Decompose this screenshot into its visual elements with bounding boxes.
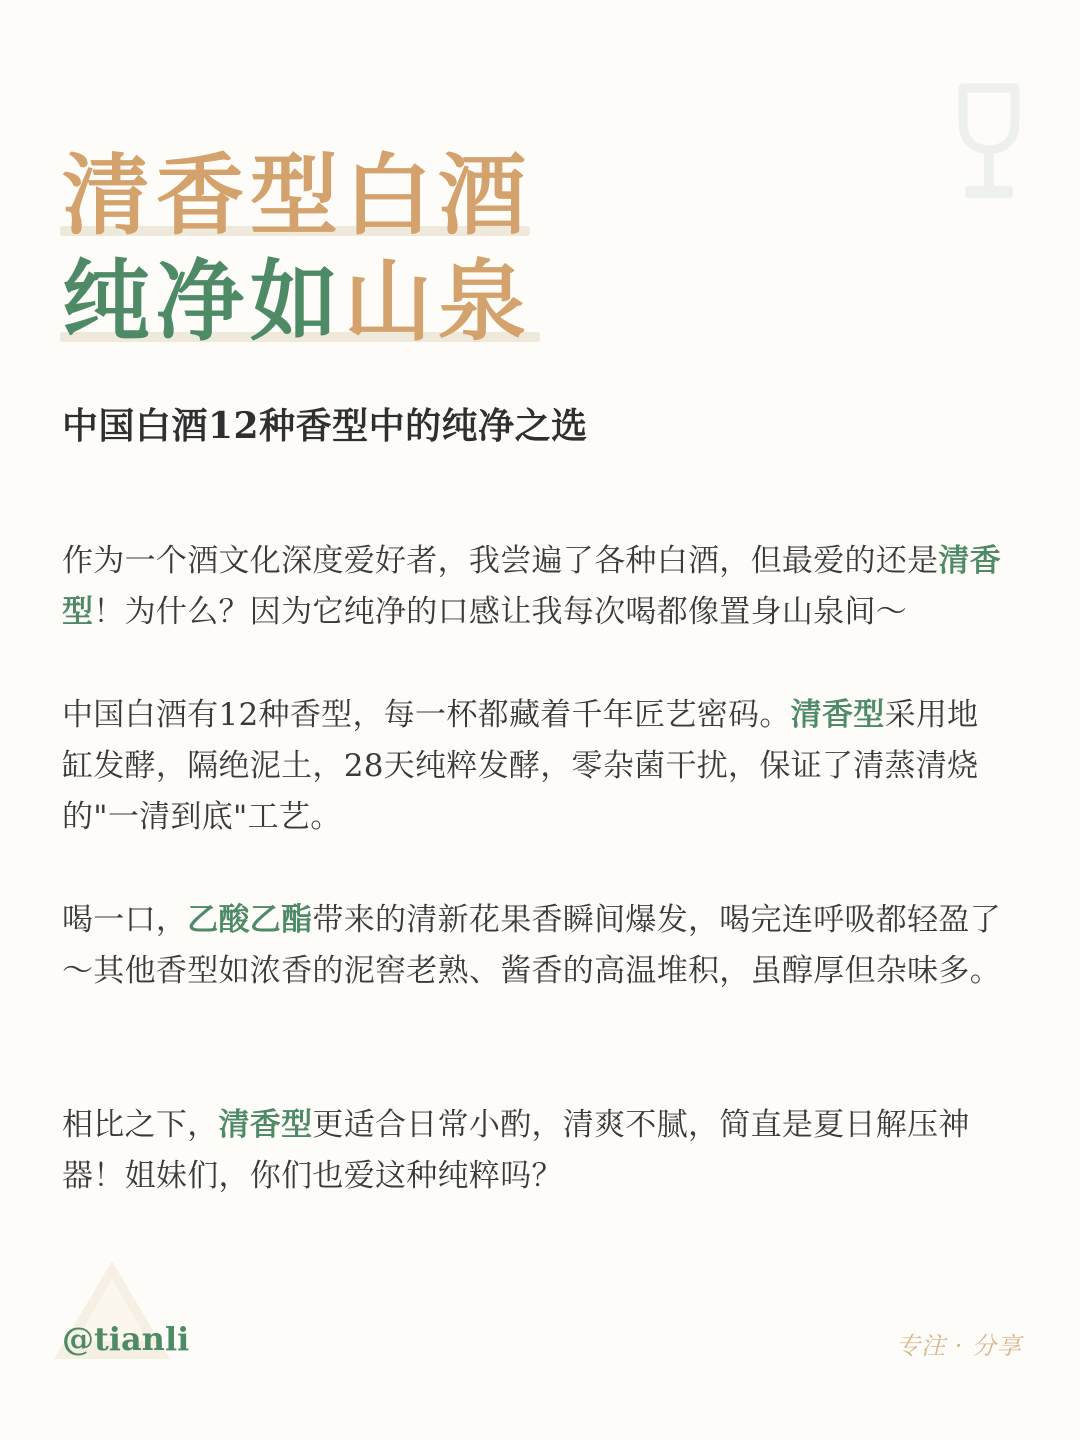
title-line-1: 清香型白酒	[62, 144, 533, 247]
wine-glass-icon	[955, 82, 1023, 204]
title-line-2	[62, 250, 533, 353]
paragraph-1-text-b: ！为什么？因为它纯净的口感让我每次喝都像置身山泉间～	[93, 594, 908, 630]
paragraph-4-text-a: 相比之下，	[62, 1107, 219, 1143]
author-handle[interactable]: @tianli	[62, 1320, 190, 1358]
paragraph-2	[62, 690, 1002, 843]
title-line-2-orange: 山泉	[344, 250, 533, 353]
paragraph-3-text-a: 喝一口，	[62, 902, 188, 938]
title-line-2-green: 纯净如	[62, 250, 345, 353]
paragraph-4	[62, 1100, 1002, 1202]
paragraph-4-text-b: 更适合日常小酌，清爽不腻，简直是夏日解压神器！姐妹们，你们也爱这种纯粹吗？	[62, 1107, 970, 1194]
paragraph-2-highlight: 清香型	[790, 697, 885, 733]
paragraph-1-highlight: 清香型	[62, 543, 1002, 630]
paragraph-3-text-b: 带来的清新花果香瞬间爆发，喝完连呼吸都轻盈了～其他香型如浓香的泥窖老熟、酱香的高温堆积，虽醇厚但杂味多。	[62, 902, 1002, 989]
paragraph-4-highlight: 清香型	[218, 1107, 313, 1143]
paragraph-1	[62, 536, 1002, 638]
paragraph-2-text-a: 中国白酒有12种香型，每一杯都藏着千年匠艺密码。	[62, 697, 791, 733]
paragraph-1-text-a: 作为一个酒文化深度爱好者，我尝遍了各种白酒，但最爱的还是	[62, 543, 939, 579]
footer-tagline: 专注 · 分享	[896, 1332, 1022, 1360]
paragraph-3-highlight: 乙酸乙酯	[187, 902, 313, 938]
subtitle: 中国白酒12种香型中的纯净之选	[62, 405, 588, 447]
paragraph-2-text-b: 采用地缸发酵，隔绝泥土，28天纯粹发酵，零杂菌干扰，保证了清蒸清烧的"一清到底"工艺。	[62, 697, 979, 835]
paragraph-3	[62, 895, 1002, 997]
